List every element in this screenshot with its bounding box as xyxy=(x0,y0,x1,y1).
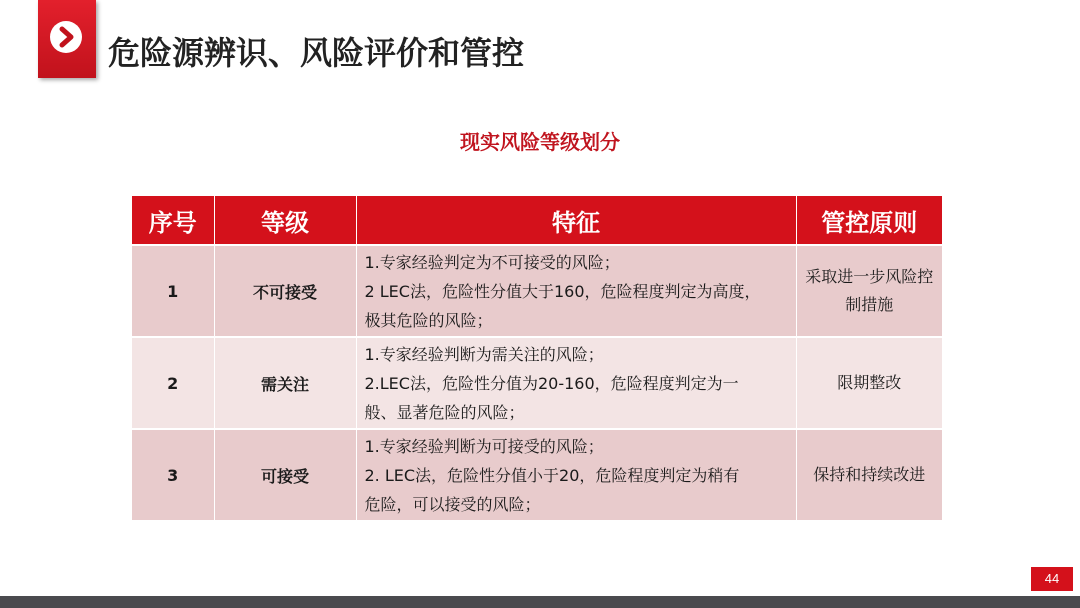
header-cell-control: 管控原则 xyxy=(796,196,942,245)
feature-line: 2. LEC法，危险性分值小于20，危险程度判定为稍有 xyxy=(364,465,740,485)
page-number: 44 xyxy=(1031,567,1073,591)
table-header-row xyxy=(132,196,942,245)
table-row xyxy=(132,245,942,337)
title-accent-block xyxy=(38,0,96,78)
cell-num: 2 xyxy=(132,337,214,429)
header-cell-level: 等级 xyxy=(214,196,356,245)
table-row xyxy=(132,337,942,429)
risk-grade-table xyxy=(132,196,942,520)
cell-level: 可接受 xyxy=(214,429,356,520)
header-cell-features: 特征 xyxy=(356,196,796,245)
cell-level: 不可接受 xyxy=(214,245,356,337)
cell-num: 1 xyxy=(132,245,214,337)
feature-line: 1.专家经验判定为不可接受的风险； xyxy=(364,252,620,272)
control-text: 采取进一步风险控制措施 xyxy=(805,267,934,314)
chevron-right-icon xyxy=(49,20,83,54)
table-title: 现实风险等级划分 xyxy=(460,130,620,154)
feature-line: 1.专家经验判断为需关注的风险； xyxy=(364,344,604,364)
feature-line: 危险，可以接受的风险； xyxy=(364,494,541,514)
control-text: 保持和持续改进 xyxy=(813,465,926,484)
cell-control xyxy=(796,245,942,337)
slide-title: 危险源辨识、风险评价和管控 xyxy=(108,34,525,72)
cell-level: 需关注 xyxy=(214,337,356,429)
control-text: 限期整改 xyxy=(837,373,902,392)
feature-line: 2.LEC法，危险性分值为20-160，危险程度判定为一 xyxy=(364,373,739,393)
cell-features xyxy=(356,429,796,520)
feature-line: 极其危险的风险； xyxy=(364,310,493,330)
cell-features xyxy=(356,245,796,337)
feature-line: 2 LEC法，危险性分值大于160，危险程度判定为高度， xyxy=(364,281,761,301)
cell-features xyxy=(356,337,796,429)
table-row xyxy=(132,429,942,520)
header-cell-num: 序号 xyxy=(132,196,214,245)
feature-line: 1.专家经验判断为可接受的风险； xyxy=(364,436,604,456)
cell-num: 3 xyxy=(132,429,214,520)
feature-line: 般、显著危险的风险； xyxy=(364,402,525,422)
cell-control xyxy=(796,337,942,429)
cell-control xyxy=(796,429,942,520)
footer-bar xyxy=(0,596,1080,608)
